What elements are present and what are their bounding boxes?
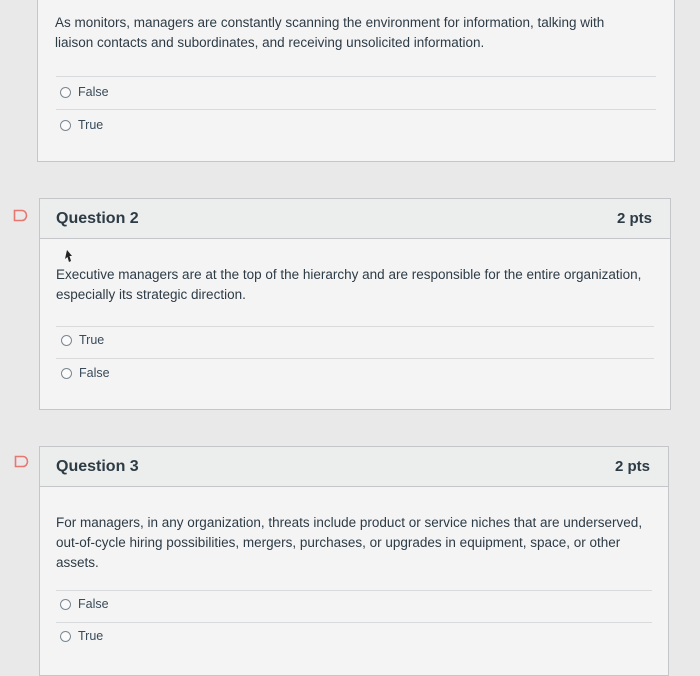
radio-button-icon[interactable] — [60, 120, 71, 131]
radio-button-icon[interactable] — [61, 368, 72, 379]
question-2-card — [39, 198, 671, 410]
answer-label: True — [78, 629, 104, 643]
question-3-text: For managers, in any organization, threats include product or service niches that are underserved, out-of-cycle hiring possibilities, mergers, purchases, or upgrades in equipment, space, or other assets. — [56, 515, 643, 570]
question-3-header — [40, 447, 668, 487]
answer-divider — [56, 622, 652, 623]
answer-label: True — [78, 118, 104, 132]
answer-divider — [56, 76, 656, 77]
question-1-card — [37, 0, 675, 162]
question-2-header — [40, 199, 670, 239]
answer-option-true[interactable] — [60, 629, 103, 643]
answer-divider — [56, 590, 652, 591]
radio-button-icon[interactable] — [60, 631, 71, 642]
question-points: 2 pts — [616, 210, 652, 227]
flag-outline-icon[interactable] — [14, 455, 30, 468]
question-3-card — [39, 446, 669, 676]
radio-button-icon[interactable] — [60, 599, 71, 610]
answer-option-false[interactable] — [61, 366, 110, 380]
answer-label: False — [78, 597, 109, 611]
answer-divider — [56, 326, 654, 327]
radio-button-icon[interactable] — [61, 335, 72, 346]
mouse-cursor-icon — [64, 250, 74, 263]
answer-divider — [56, 358, 654, 359]
flag-outline-icon[interactable] — [13, 209, 29, 222]
question-1-text: As monitors, managers are constantly scanning the environment for information, talking with liaison contacts and subordinates, and receiving unsolicited information. — [55, 15, 605, 50]
answer-label: True — [79, 333, 105, 347]
question-title: Question 3 — [56, 457, 139, 475]
answer-divider — [56, 109, 656, 110]
answer-option-false[interactable] — [60, 85, 109, 99]
answer-option-true[interactable] — [60, 118, 103, 132]
question-2-text: Executive managers are at the top of the hierarchy and are responsible for the entire organization, especially its strategic direction. — [56, 267, 642, 302]
answer-option-true[interactable] — [61, 333, 104, 347]
answer-option-false[interactable] — [60, 597, 109, 611]
question-title: Question 2 — [56, 209, 139, 227]
answer-label: False — [78, 85, 109, 99]
radio-button-icon[interactable] — [60, 87, 71, 98]
question-points: 2 pts — [614, 458, 650, 475]
answer-label: False — [79, 366, 110, 380]
